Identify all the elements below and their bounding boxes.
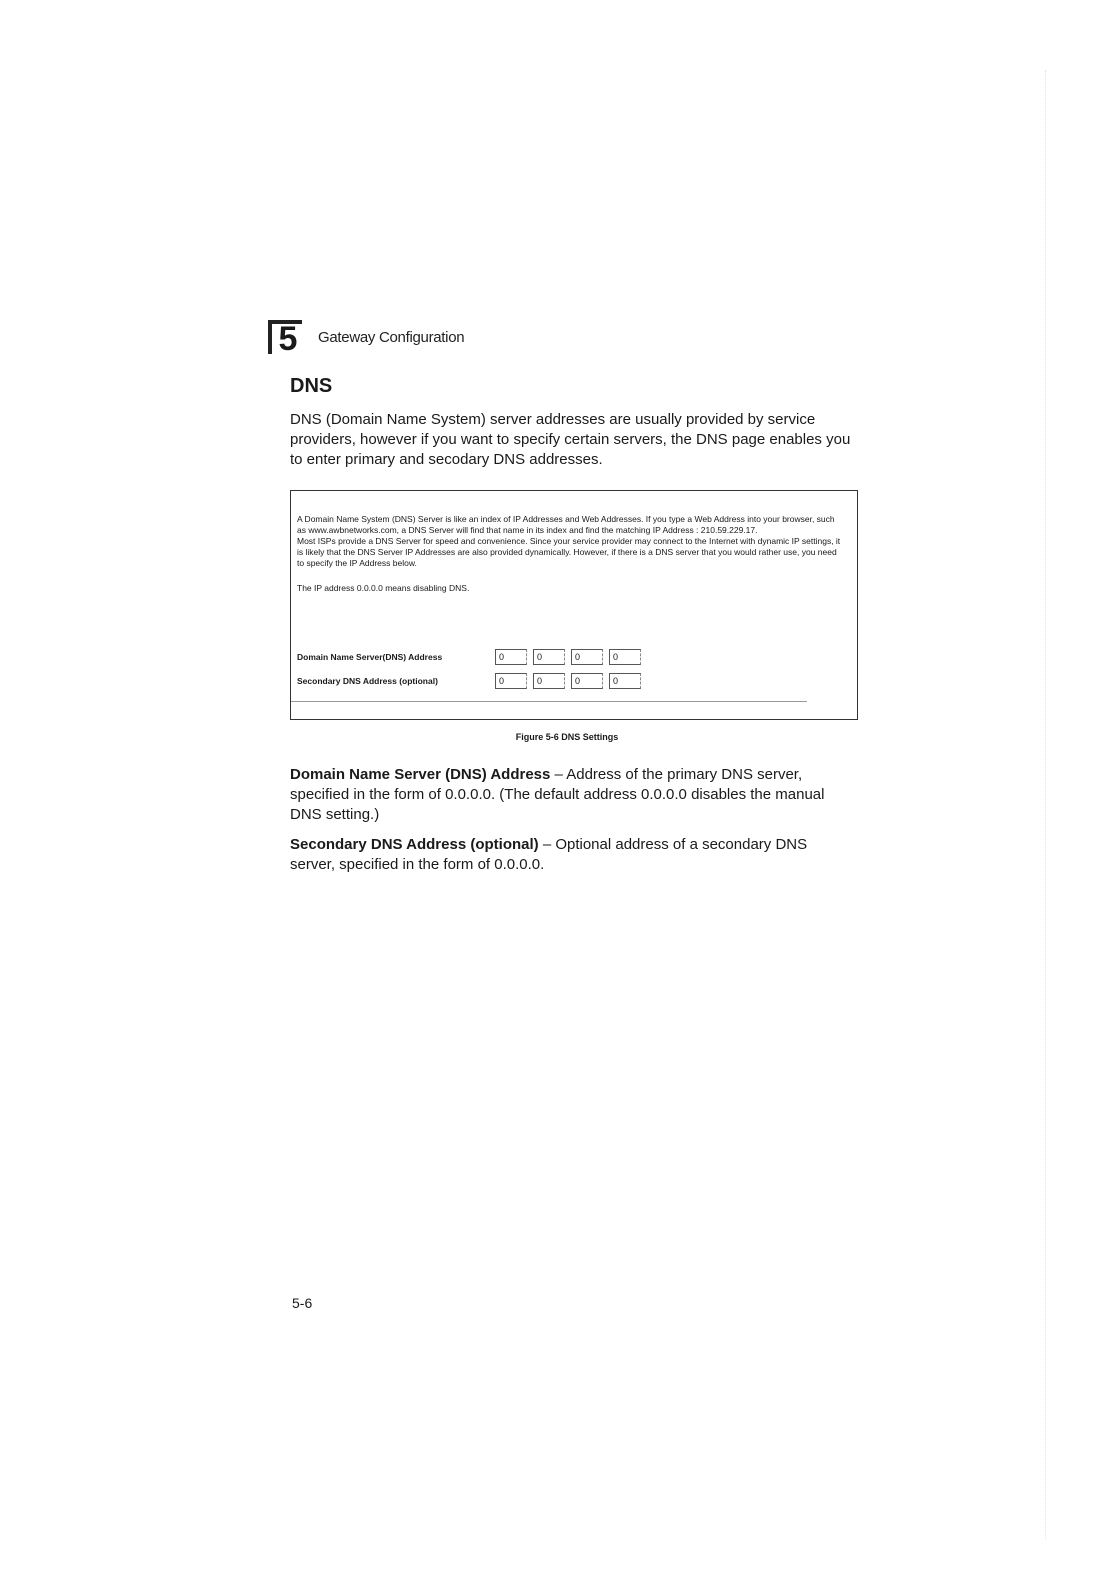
chapter-title: Gateway Configuration: [318, 328, 465, 346]
figure-text: [297, 514, 845, 594]
secondary-dns-octet-4-input[interactable]: 0: [609, 673, 641, 689]
secondary-dns-octet-2-input[interactable]: 0: [533, 673, 565, 689]
definition-term: Secondary DNS Address (optional): [290, 836, 539, 853]
dns-form: [297, 649, 647, 689]
secondary-dns-octet-3-input[interactable]: 0: [571, 673, 603, 689]
primary-dns-row: [297, 649, 647, 665]
secondary-dns-octet-1-input[interactable]: 0: [495, 673, 527, 689]
primary-dns-octet-2-input[interactable]: 0: [533, 649, 565, 665]
definition-term: Domain Name Server (DNS) Address: [290, 766, 551, 783]
definition-text: – Address of the primary DNS server, specified in the form of 0.0.0.0. (The default address 0.0.0.0 disables the manual DNS setting.): [290, 766, 825, 823]
chapter-number: 5: [268, 320, 302, 354]
section-title: DNS: [290, 375, 333, 397]
figure-description-2: Most ISPs provide a DNS Server for speed and convenience. Since your service provider may connect to the Internet with dynamic IP settings, it is likely that the DNS Server IP Addresses are also provided dynamically. However, if there is a DNS server that you would rather use, you need to specify the IP Address below.: [297, 536, 841, 568]
primary-dns-octet-4-input[interactable]: 0: [609, 649, 641, 665]
figure-caption: Figure 5-6 DNS Settings: [515, 732, 619, 742]
figure-note: The IP address 0.0.0.0 means disabling DNS.: [297, 583, 470, 593]
secondary-dns-label: Secondary DNS Address (optional): [297, 675, 438, 686]
figure-divider: [291, 701, 807, 702]
chapter-header: [268, 320, 465, 358]
primary-dns-octet-1-input[interactable]: 0: [495, 649, 527, 665]
page-number: 5-6: [292, 1295, 313, 1311]
primary-dns-octet-3-input[interactable]: 0: [571, 649, 603, 665]
secondary-dns-row: [297, 673, 647, 689]
figure-description-1: A Domain Name System (DNS) Server is like an index of IP Addresses and Web Addresses. If you type a Web Address into your browser, such as www.awbnetworks.com, a DNS Server will find that name in its index and find the matching IP Address : 210.59.229.17.: [297, 514, 835, 535]
definition-secondary-dns: [290, 835, 850, 875]
section-intro: DNS (Domain Name System) server addresses are usually provided by service providers, however if you want to specify certain servers, the DNS page enables you to enter primary and secodary DNS addresses.: [290, 411, 851, 468]
primary-dns-label: Domain Name Server(DNS) Address: [297, 651, 443, 662]
definition-primary-dns: [290, 765, 850, 825]
page-edge-shadow: [1045, 70, 1046, 1540]
dns-settings-figure: [290, 490, 858, 720]
definition-text: – Optional address of a secondary DNS server, specified in the form of 0.0.0.0.: [290, 836, 808, 873]
